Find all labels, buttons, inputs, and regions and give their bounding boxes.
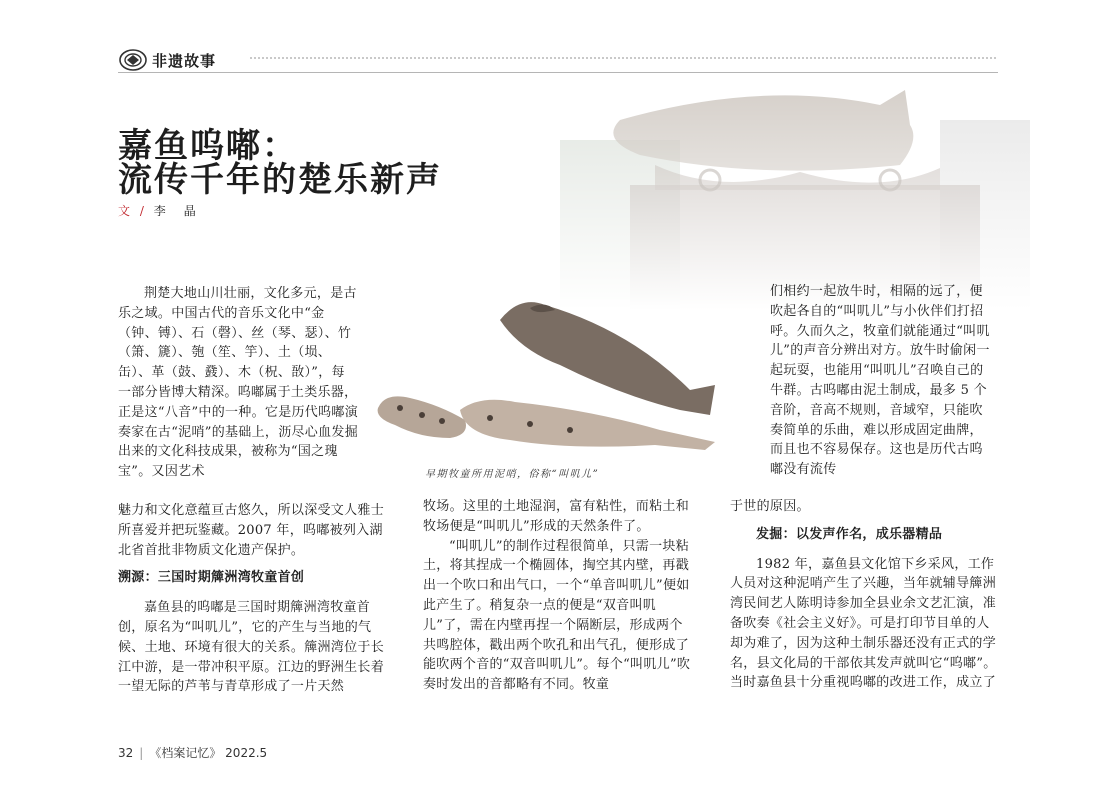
- fish-monument-image: [560, 80, 1030, 310]
- body-column-3-upper: [770, 282, 996, 480]
- body-column-2: [423, 497, 691, 695]
- magazine-name: 《档案记忆》: [149, 746, 222, 760]
- page-footer: 32 | 《档案记忆》 2022.5: [118, 746, 268, 760]
- article-title-line-2: 流传千年的楚乐新声: [118, 160, 442, 200]
- paragraph: 们相约一起放牛时，相隔的远了，便吹起各自的“叫叽儿”与小伙伴们打招呼。久而久之，牧童们就能通过“叫叽儿”的声音分辨出对方。放牛时偷闲一起玩耍，也能用“叫叽儿”召唤自己的牛群。古呜嘟由泥土制成，最多 5 个音阶，音高不规则，音域窄，只能吹奏简单的乐曲，难以形成固定曲牌，而且也不容易保存。这也是历代古呜嘟没有流传: [770, 284, 990, 478]
- paragraph: “叫叽儿”的制作过程很简单，只需一块粘土，将其捏成一个椭圆体，掏空其内壁，再戳出一个吹口和出气口，一个“单音叫叽儿”便如此产生了。稍复杂一点的便是“双音叫叽儿”了，需在内壁再捏一个隔断层，形成两个共鸣腔体，戳出两个吹孔和出气孔，便形成了能吹两个音的“双音叫叽儿”。每个“叫叽儿”吹奏时发出的音都略有不同。牧童: [423, 538, 691, 693]
- paragraph: 于世的原因。: [730, 499, 810, 514]
- paragraph: 荆楚大地山川壮丽，文化多元，是古乐之域。中国古代的音乐文化中“金（钟、镈）、石（磬）、丝（琴、瑟）、竹（箫、篪）、匏（笙、竽）、土（埙、缶）、革（鼓、鼗）、木（柷、敔）”，每一部分皆博大精深。呜嘟属于土类乐器，正是这“八音”中的一种。它是历代呜嘟演奏家在古“泥哨”的基础上，沥尽心血发掘出来的文化科技成果，被称为“国之瑰宝”。又因艺术: [118, 286, 358, 480]
- byline-prefix: 文 /: [118, 204, 147, 218]
- body-column-3-lower: [730, 497, 998, 693]
- section-logo-icon: [118, 48, 148, 72]
- header-rule: [118, 72, 998, 73]
- paragraph: 魅力和文化意蕴亘古悠久，所以深受文人雅士所喜爱并把玩鉴藏。2007 年，呜嘟被列入湖北省首批非物质文化遗产保护。: [118, 503, 385, 558]
- clay-whistle-photo: [370, 290, 740, 460]
- section-heading: 溯源：三国时期簰洲湾牧童首创: [118, 570, 305, 586]
- paragraph: 牧场。这里的土地湿润，富有粘性，而粘土和牧场便是“叫叽儿”形成的天然条件了。: [423, 499, 690, 534]
- section-label: 非遗故事: [152, 52, 217, 70]
- photo-caption: 早期牧童所用泥哨，俗称“叫叽儿”: [425, 469, 600, 480]
- byline-author: 李 晶: [153, 204, 199, 218]
- issue-number: 2022.5: [225, 746, 268, 760]
- section-heading: 发掘：以发声作名，成乐器精品: [756, 526, 943, 542]
- byline: [118, 202, 199, 219]
- paragraph: 嘉鱼县的呜嘟是三国时期簰洲湾牧童首创，原名为“叫叽儿”，它的产生与当地的气候、土地、环境有很大的关系。簰洲湾位于长江中游，是一带冲积平原。江边的野洲生长着一望无际的芦苇与青草形成了一片天然: [118, 600, 385, 695]
- body-column-1-upper: [118, 284, 358, 482]
- body-column-1-lower: [118, 501, 386, 697]
- page-number: 32: [118, 746, 134, 760]
- paragraph: 1982 年，嘉鱼县文化馆下乡采风，工作人员对这种泥哨产生了兴趣，当年就辅导簰洲湾民间艺人陈明诗参加全县业余文艺汇演，准备吹奏《社会主义好》。可是打印节目单的人却为难了，因为这种土制乐器还没有正式的学名，县文化局的干部依其发声就叫它“呜嘟”。当时嘉鱼县十分重视呜嘟的改进工作，成立了: [730, 556, 997, 691]
- header-dotted-rule: [250, 57, 996, 59]
- article-title-line-1: 嘉鱼呜嘟：: [118, 126, 298, 166]
